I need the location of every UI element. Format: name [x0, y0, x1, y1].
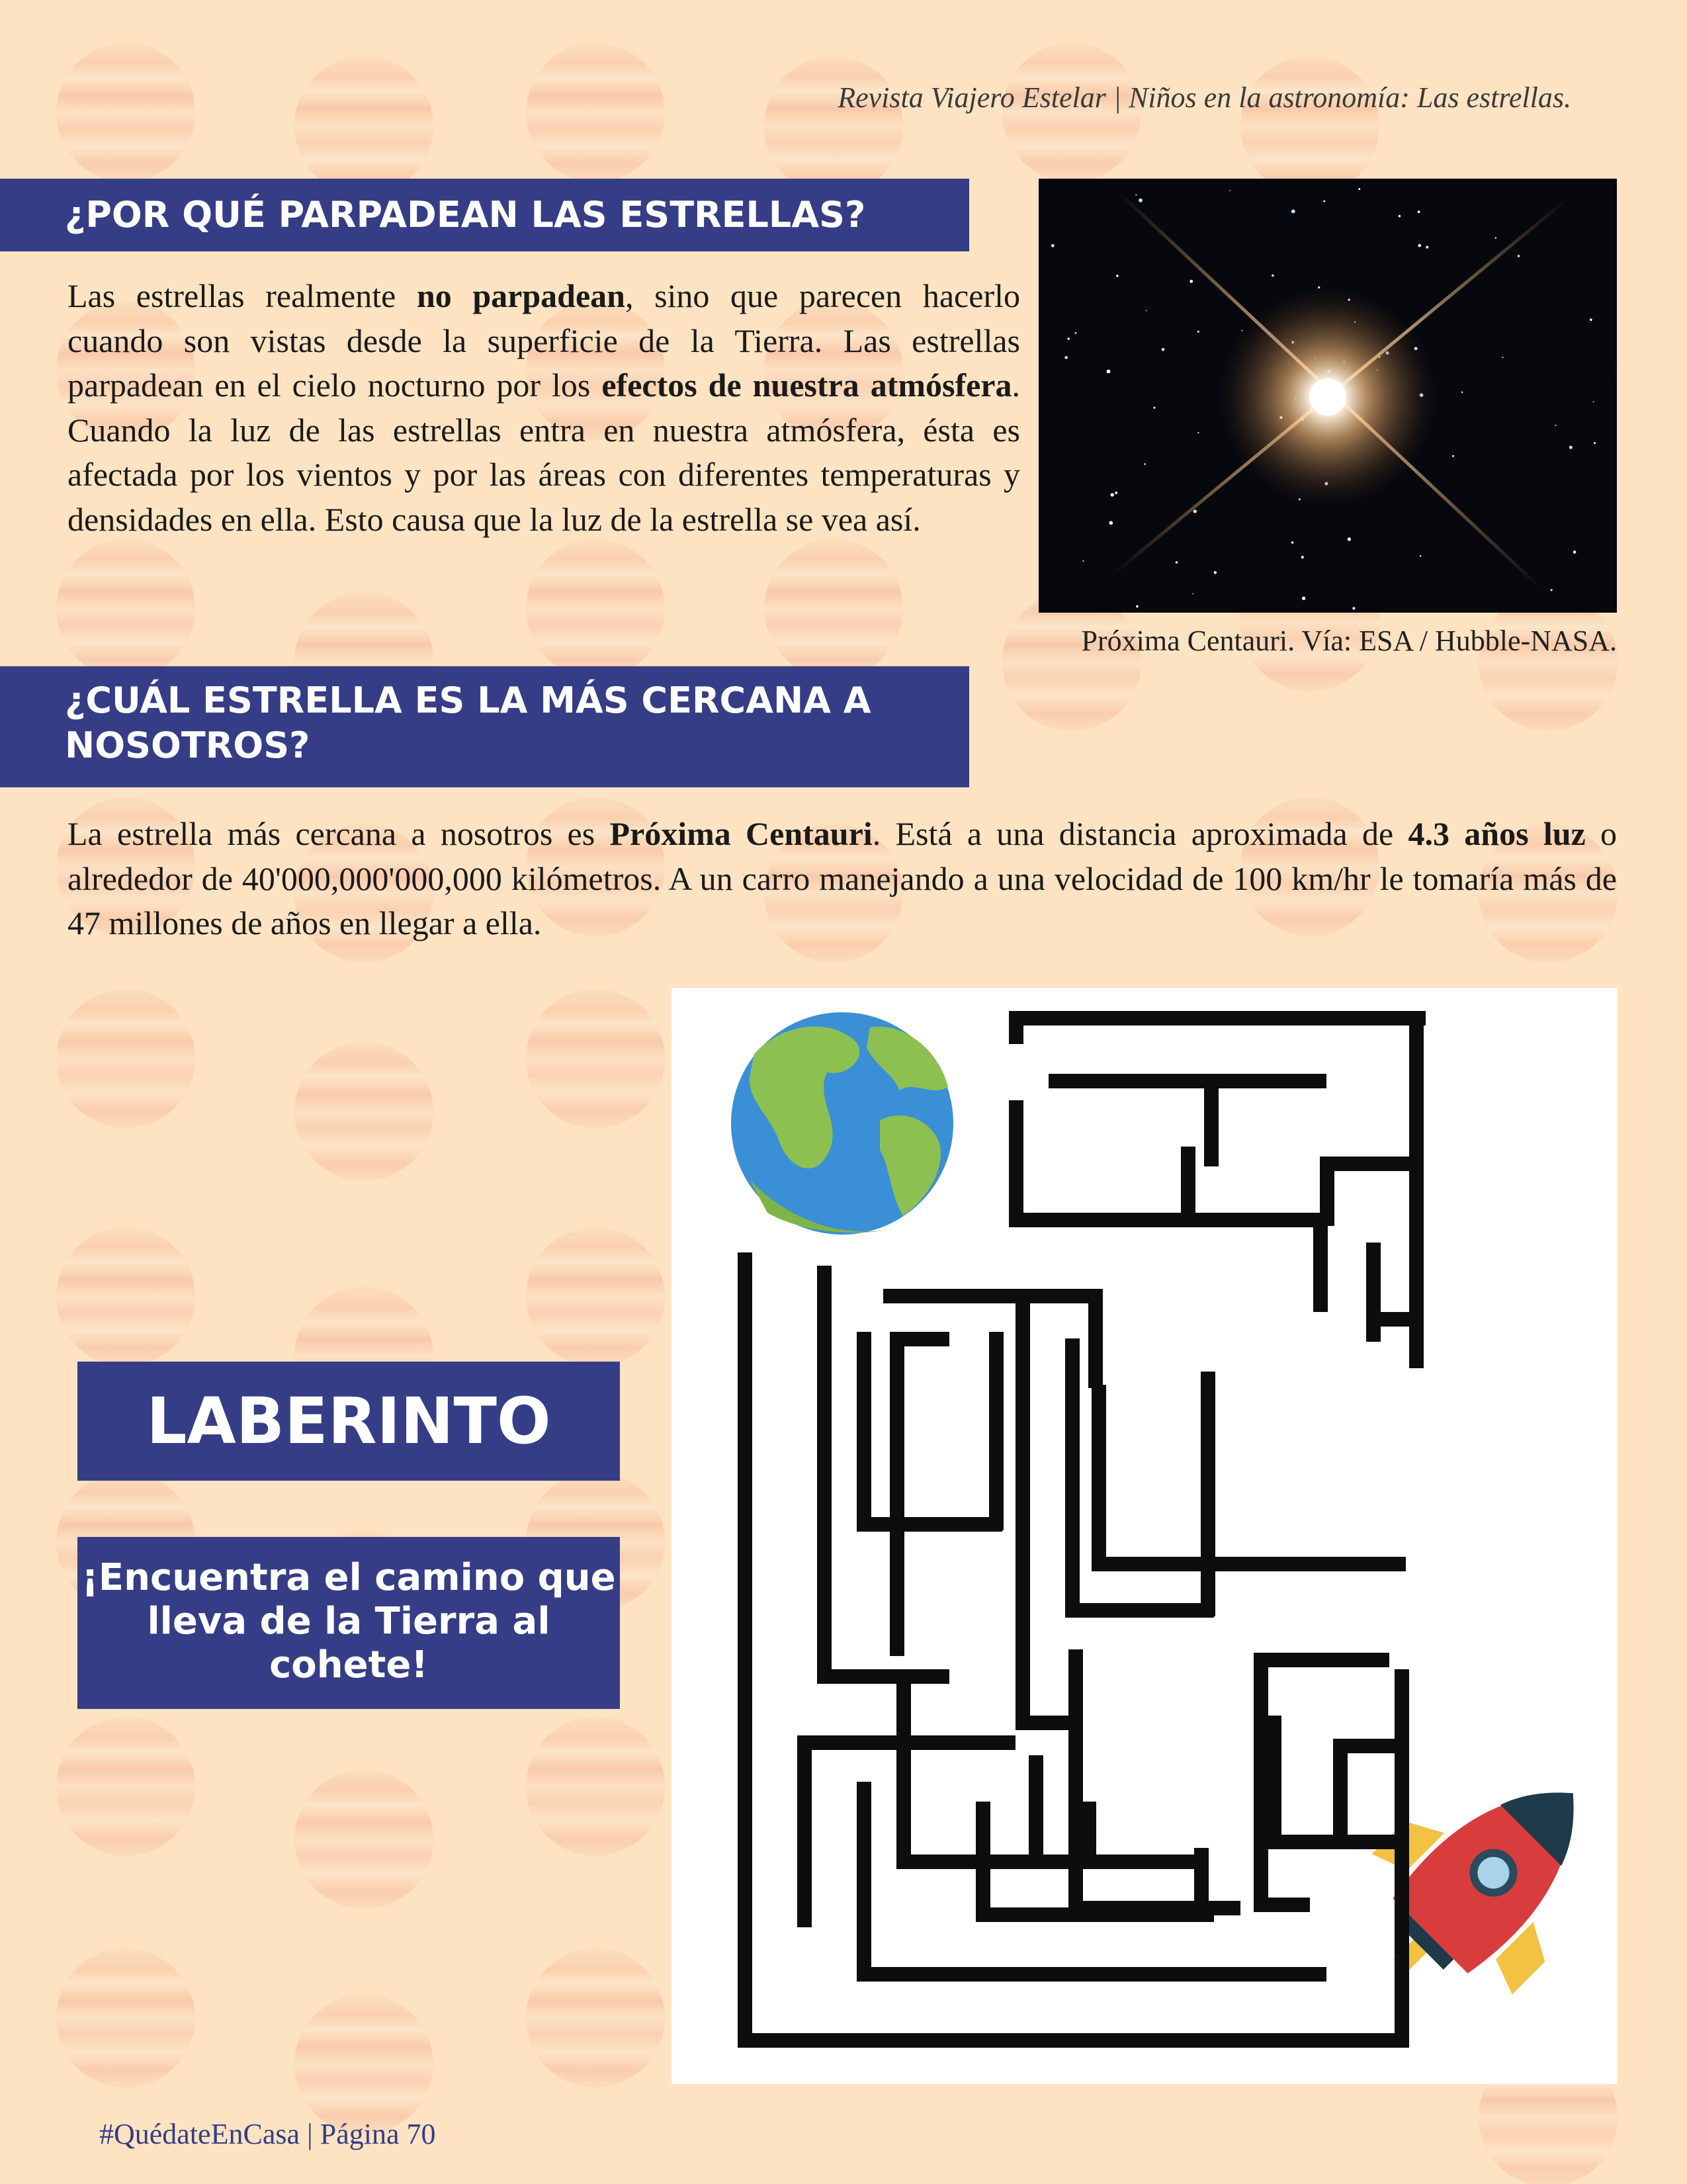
maze-wall: [797, 1735, 812, 1927]
background-star: [1593, 402, 1594, 403]
maze-wall: [1204, 1074, 1219, 1166]
section-heading-why-stars-twinkle: ¿POR QUÉ PARPADEAN LAS ESTRELLAS?: [0, 179, 969, 251]
planet-decoration: [56, 1717, 195, 1856]
background-star: [1153, 407, 1155, 409]
background-star: [1418, 210, 1420, 213]
background-star: [1107, 370, 1111, 374]
background-star: [1590, 318, 1592, 321]
maze-wall: [1333, 1739, 1406, 1753]
background-star: [1551, 589, 1553, 591]
section-heading-nearest-star: ¿CUÁL ESTRELLA ES LA MÁS CERCANA A NOSOTROS?: [0, 666, 969, 787]
background-star: [1067, 337, 1070, 340]
maze-wall: [738, 1252, 752, 2046]
maze-wall: [1009, 1011, 1426, 1026]
text-run: . Cuando la luz de las estrellas entra en nuestra atmósfera, ésta es afectada por los vientos y por las áreas con diferentes temperaturas y densidades en ella. Esto causa que la luz de la estrella se vea así.: [67, 367, 1020, 538]
background-star: [1420, 555, 1422, 557]
maze-wall: [797, 1735, 1016, 1750]
background-star: [1135, 195, 1137, 196]
background-star: [1190, 280, 1193, 283]
background-star: [1176, 561, 1178, 564]
twinkle-explanation-paragraph: [67, 274, 1020, 542]
running-header: Revista Viajero Estelar | Niños en la astronomía: Las estrellas.: [838, 81, 1571, 114]
background-star: [1115, 492, 1117, 494]
maze-wall: [1254, 1898, 1310, 1912]
maze-wall: [817, 1669, 949, 1684]
maze-wall: [857, 1517, 1002, 1532]
background-star: [1162, 348, 1165, 351]
emphasis-text: Próxima Centauri: [609, 815, 873, 852]
background-star: [1418, 244, 1422, 247]
background-star: [1051, 244, 1055, 247]
maze-wall: [1373, 1312, 1409, 1327]
background-star: [1082, 560, 1084, 562]
background-star: [1197, 331, 1199, 333]
maze-wall: [1009, 1213, 1194, 1227]
nearest-star-paragraph: [67, 812, 1617, 946]
maze-wall: [1016, 1292, 1030, 1729]
maze-wall: [1088, 1289, 1103, 1388]
planet-decoration: [764, 539, 903, 678]
maze-wall: [1366, 1243, 1381, 1342]
background-star: [1109, 521, 1113, 525]
background-star: [1272, 275, 1274, 277]
maze-wall: [1049, 1074, 1326, 1088]
maze-wall: [1068, 1649, 1083, 1914]
planet-decoration: [1240, 56, 1379, 195]
rocket-icon: [1330, 1723, 1618, 2036]
background-star: [1229, 190, 1231, 191]
maze-wall: [1029, 1855, 1201, 1869]
background-star: [1291, 541, 1294, 544]
background-star: [1192, 593, 1193, 595]
maze-wall: [1395, 1669, 1409, 2048]
background-star: [1139, 198, 1143, 202]
background-star: [1352, 607, 1355, 609]
emphasis-text: efectos de nuestra atmósfera: [601, 367, 1012, 404]
planet-decoration: [56, 1227, 195, 1366]
background-star: [1573, 550, 1577, 554]
background-star: [1323, 200, 1325, 202]
background-star: [1502, 357, 1504, 358]
maze-wall: [883, 1289, 1102, 1303]
background-star: [1116, 275, 1119, 277]
maze-wall: [1181, 1213, 1326, 1227]
emphasis-text: 4.3 años luz: [1408, 815, 1586, 852]
maze-wall: [1092, 1385, 1106, 1570]
planet-decoration: [294, 1770, 433, 1909]
maze-wall: [1194, 1848, 1209, 1907]
emphasis-text: no parpadean: [416, 277, 625, 314]
maze-wall: [989, 1332, 1004, 1530]
maze-wall: [857, 1967, 1326, 1982]
planet-decoration: [764, 56, 903, 195]
text-run: La estrella más cercana a nosotros es: [67, 815, 610, 852]
background-star: [1144, 463, 1146, 465]
background-star: [1555, 425, 1557, 426]
maze-wall: [1254, 1653, 1268, 1911]
earth-icon: [731, 1012, 953, 1235]
maze-wall: [1065, 1603, 1214, 1618]
maze-wall: [976, 1802, 990, 1921]
text-run: , sino que parecen hacerlo cuando son vistas desde la superficie de la Tierra. Las estrellas parpadean en el cielo nocturno por los: [67, 277, 1020, 404]
planet-decoration: [526, 989, 665, 1128]
maze-wall: [976, 1907, 1214, 1922]
planet-decoration: [526, 1227, 665, 1366]
text-run: . Está a una distancia aproximada de: [872, 815, 1408, 852]
maze-wall: [1333, 1739, 1348, 1845]
background-star: [1197, 432, 1199, 433]
background-star: [1426, 246, 1428, 249]
background-star: [1495, 237, 1496, 238]
background-star: [1301, 556, 1304, 558]
planet-decoration: [294, 1042, 433, 1181]
background-star: [1461, 392, 1463, 394]
planet-decoration: [294, 1995, 433, 2134]
background-star: [1569, 446, 1573, 449]
background-star: [1348, 537, 1351, 541]
planet-decoration: [526, 539, 665, 678]
maze-wall: [896, 1669, 911, 1868]
maze-wall: [890, 1332, 949, 1346]
background-star: [1358, 188, 1360, 190]
maze-wall: [1254, 1653, 1389, 1667]
photo-caption: Próxima Centauri. Vía: ESA / Hubble-NASA.: [1081, 625, 1617, 657]
maze-wall: [1009, 1100, 1023, 1226]
planet-decoration: [526, 1948, 665, 2087]
background-star: [1214, 571, 1217, 574]
text-run: o alrededor de 40'000,000'000,000 kilómetros. A un carro manejando a una velocidad de 100 km/hr le tomaría más de 47 millones de años en llegar a ella.: [67, 815, 1617, 941]
maze-wall: [857, 1332, 871, 1530]
background-star: [1518, 255, 1520, 257]
background-star: [1146, 310, 1147, 312]
maze-wall: [1267, 1716, 1281, 1848]
planet-decoration: [1479, 592, 1618, 731]
maze-instructions: ¡Encuentra el camino que lleva de la Tierra al cohete!: [77, 1537, 620, 1709]
background-star: [1193, 509, 1197, 513]
planet-decoration: [1002, 592, 1141, 731]
maze-wall: [1092, 1557, 1406, 1571]
background-star: [1302, 597, 1305, 600]
planet-decoration: [56, 989, 195, 1128]
planet-decoration: [526, 43, 665, 182]
maze-drawing: [671, 988, 1618, 2084]
background-star: [1075, 332, 1077, 334]
text-run: Las estrellas realmente: [67, 277, 417, 314]
planet-decoration: [294, 56, 433, 195]
planet-decoration: [56, 43, 195, 182]
planet-decoration: [56, 539, 195, 678]
background-star: [1111, 493, 1114, 496]
maze-wall: [1201, 1372, 1215, 1616]
maze-wall: [857, 1782, 871, 1980]
background-star: [1399, 215, 1401, 217]
maze-wall: [817, 1266, 832, 1682]
maze-puzzle[interactable]: [671, 988, 1618, 2084]
planet-decoration: [526, 1717, 665, 1856]
maze-wall: [890, 1332, 904, 1656]
maze-wall: [1009, 1011, 1023, 1044]
maze-wall: [1065, 1338, 1080, 1616]
background-star: [1594, 442, 1596, 444]
background-star: [1064, 356, 1068, 359]
background-star: [1136, 605, 1139, 608]
maze-wall: [1029, 1755, 1043, 1868]
maze-wall: [1313, 1226, 1328, 1312]
background-star: [1291, 210, 1295, 214]
maze-title: LABERINTO: [77, 1362, 620, 1481]
maze-wall: [738, 2033, 1409, 2048]
background-star: [1452, 455, 1454, 457]
page-footer: #QuédateEnCasa | Página 70: [99, 2118, 436, 2150]
planet-decoration: [56, 1948, 195, 2087]
proxima-centauri-photo: [1039, 179, 1617, 613]
maze-wall: [1082, 1802, 1096, 1855]
maze-wall: [1409, 1011, 1424, 1368]
